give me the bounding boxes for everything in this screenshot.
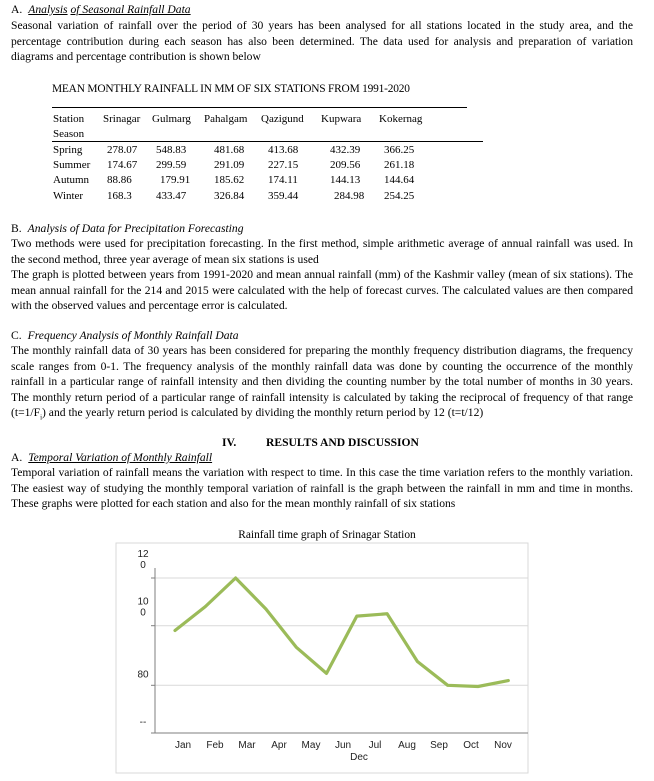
table-season-cell: Summer: [53, 159, 91, 171]
data-point: [356, 616, 357, 617]
data-point: [508, 680, 509, 681]
x-tick-label: Oct: [463, 740, 479, 751]
section-a-number: A.: [11, 3, 23, 16]
y-tick-label-line: 80: [137, 669, 149, 681]
x-tick-label: Sep: [430, 740, 448, 751]
table-header-cell: Qazigund: [261, 113, 304, 125]
x-tick-label: May: [301, 740, 321, 751]
chart-x-ticks: [155, 733, 528, 763]
x-tick-label: Jan: [174, 740, 192, 751]
section-a2-body: Temporal variation of rainfall means the variation with respect to time. In this case the time variation refers to the monthly variation. The easiest way of studying the monthly temporal variation of rainfall is the graph between the rainfall in mm and time in months. These graphs were plotted for each station and also for the mean monthly rainfall of six stations: [11, 466, 633, 511]
y-tick-label-line: 12: [137, 549, 149, 560]
srinagar-rainfall-line: [175, 578, 508, 687]
section-c-subscript: i: [40, 413, 43, 422]
section-b-paragraph-2: The graph is plotted between years from 1991-2020 and mean annual rainfall (mm) of the Kashmir valley (mean of six stations). The mean annual rainfall for the 214 and 2015 were calculated with the help of forecast curves. The calculated values are then compared with the observed values and percentage error is calculated.: [11, 268, 633, 313]
section-b-number: B.: [11, 222, 22, 235]
chart-y-ticks: [137, 549, 155, 733]
table-value-cell: 366.25: [384, 144, 415, 156]
table-value-cell: 284.98: [334, 190, 365, 202]
table-title: MEAN MONTHLY RAINFALL IN MM OF SIX STATIONS FROM 1991-2020: [52, 83, 410, 95]
section-a-body: Seasonal variation of rainfall over the period of 30 years has been analysed for all stations located in the study area, and the percentage contribution during each season has also been determined. The data used for analysis and preparation of variation diagrams and percentage contribution is shown below: [11, 19, 633, 64]
section-a-title-part2: of Seasonal Rainfall Data: [70, 3, 191, 16]
table-value-cell: 548.83: [156, 144, 187, 156]
section-c-text-start: The monthly rainfall data of 30 years has been considered for preparing the monthly frequency distribution diagrams, the frequency scale ranges from 0-1. The frequency analysis of the monthly rainfall data was done by counting the occurrence of the monthly rainfall in a particular range of rainfall intensity and then dividing the counting number by the total number of months in 30 years. The monthly return period of a particular range of rainfall intensity is calculated by taking the reciprocal of frequency of that range (t=1/F: [11, 344, 633, 420]
table-corner-season: Season: [53, 128, 85, 140]
table-value-cell: 359.44: [268, 190, 299, 202]
table-header-cell: Srinagar: [103, 113, 141, 125]
data-point: [447, 685, 448, 686]
table-header-cell: Kupwara: [321, 113, 362, 125]
table-value-cell: 174.11: [268, 174, 298, 186]
table-corner-station: Station: [53, 113, 85, 125]
table-value-cell: 144.13: [330, 174, 361, 186]
table-value-cell: 227.15: [268, 159, 299, 171]
section-a2-title: Temporal Variation of Monthly Rainfall: [28, 451, 213, 464]
y-tick-label-line: --: [139, 717, 147, 728]
data-point: [387, 613, 388, 614]
table-value-cell: 433.47: [156, 190, 187, 202]
data-point: [326, 673, 327, 674]
section-iv-number: IV.: [222, 436, 237, 449]
table-value-cell: 291.09: [214, 159, 245, 171]
y-tick-label: [137, 597, 149, 619]
table-value-cell: 209.56: [330, 159, 361, 171]
section-c-title: Frequency Analysis of Monthly Rainfall Data: [27, 329, 239, 342]
table-value-cell: 174.67: [107, 159, 138, 171]
data-point: [478, 686, 479, 687]
data-point: [296, 647, 297, 648]
chart-points: [175, 578, 509, 688]
x-tick-label: Apr: [271, 740, 287, 751]
section-iv-title: RESULTS AND DISCUSSION: [266, 436, 419, 449]
x-tick-label: Jun: [334, 740, 352, 751]
section-b-paragraph-1: Two methods were used for precipitation forecasting. In the first method, simple arithmetic average of annual rainfall was used. In the second method, three year average of mean six stations is used: [11, 237, 633, 266]
x-tick-label: Aug: [398, 740, 416, 751]
x-tick-label: Dec: [350, 752, 368, 763]
x-tick-label: Jul: [368, 740, 382, 751]
section-a2-number: A.: [11, 451, 23, 464]
section-c-text-end: ) and the yearly return period is calculated by dividing the monthly return period by 12 (t=t/12): [42, 406, 484, 420]
table-value-cell: 179.91: [160, 174, 191, 186]
x-tick-label: Feb: [206, 740, 224, 751]
table-value-cell: 168.3: [107, 190, 132, 202]
data-point: [175, 630, 176, 631]
table-season-cell: Autumn: [53, 174, 90, 186]
section-a-title-part1: Analysis: [28, 3, 68, 16]
table-value-cell: 144.64: [384, 174, 415, 186]
data-point: [235, 578, 236, 579]
table-value-cell: 278.07: [107, 144, 138, 156]
data-point: [205, 606, 206, 607]
y-tick-label: [140, 717, 147, 728]
section-c-number: C.: [11, 329, 22, 342]
y-tick-label-line: 0: [140, 560, 146, 571]
table-header-cell: Kokernag: [379, 113, 423, 125]
x-tick-label: Nov: [494, 740, 512, 751]
table-value-cell: 185.62: [214, 174, 245, 186]
table-value-cell: 432.39: [330, 144, 361, 156]
data-point: [417, 661, 418, 662]
x-tick-label: Mar: [238, 740, 256, 751]
y-tick-label: [137, 549, 149, 571]
chart-title: Rainfall time graph of Srinagar Station: [238, 529, 416, 541]
table-value-cell: 88.86: [107, 174, 132, 186]
table-season-cell: Spring: [53, 144, 83, 156]
table-value-cell: 326.84: [214, 190, 245, 202]
y-tick-label-line: 10: [137, 596, 149, 608]
table-value-cell: 481.68: [214, 144, 245, 156]
table-value-cell: 413.68: [268, 144, 299, 156]
table-value-cell: 254.25: [384, 190, 415, 202]
data-point: [265, 609, 266, 610]
y-tick-label-line: 0: [140, 607, 146, 619]
table-value-cell: 261.18: [384, 159, 415, 171]
table-header-cell: Pahalgam: [204, 113, 248, 125]
section-b-title: Analysis of Data for Precipitation Forecasting: [27, 222, 244, 235]
table-header-cell: Gulmarg: [152, 113, 191, 125]
table-value-cell: 299.59: [156, 159, 187, 171]
table-season-cell: Winter: [53, 190, 84, 202]
y-tick-label: [137, 669, 149, 680]
